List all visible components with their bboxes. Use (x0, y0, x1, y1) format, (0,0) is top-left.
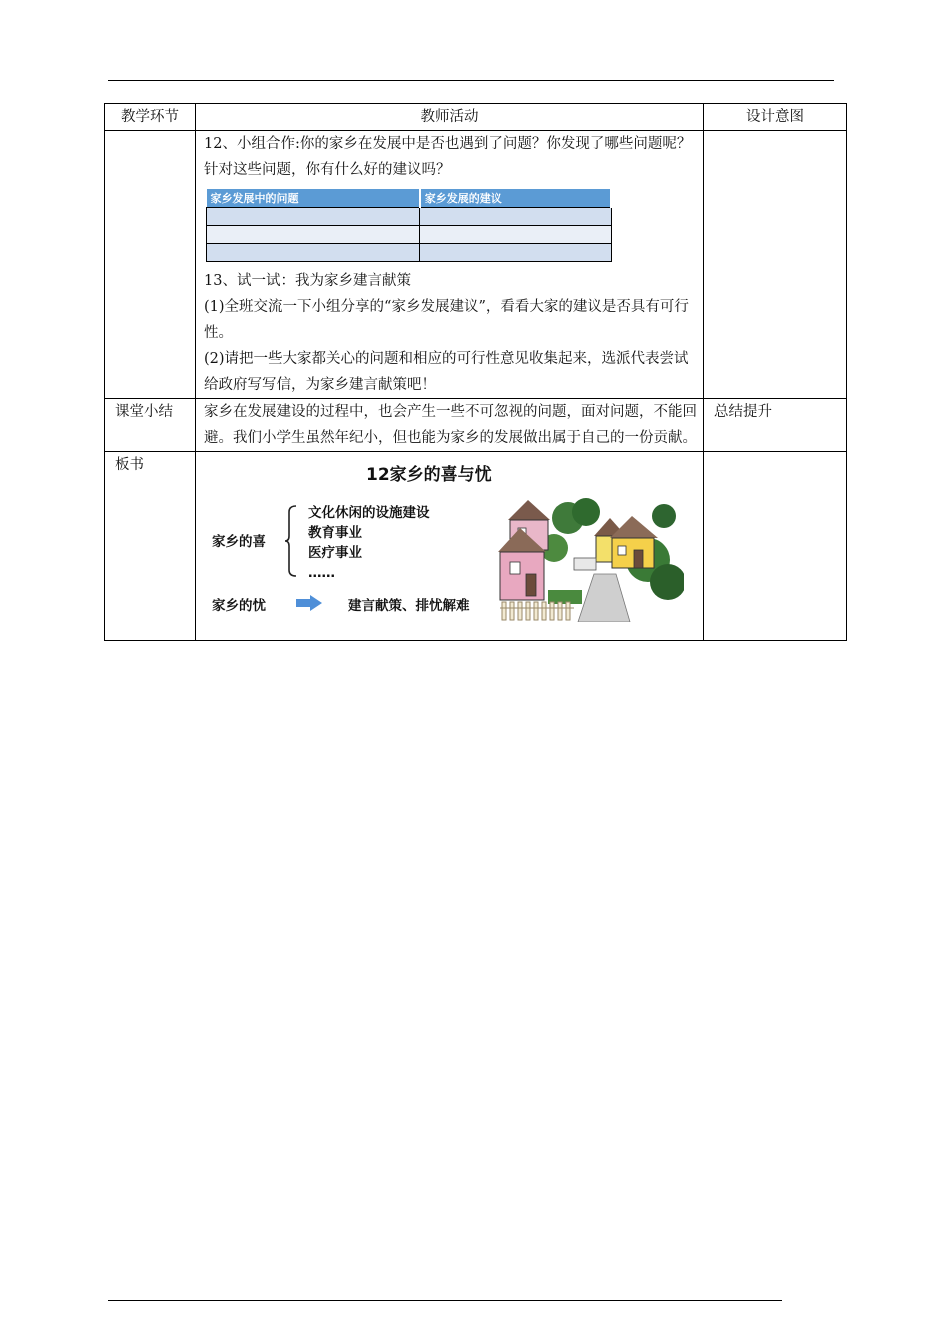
stage-cell: 板书 (105, 452, 196, 641)
mini-header-problem: 家乡发展中的问题 (207, 189, 420, 208)
joy-item: 文化休闲的设施建设 (308, 505, 430, 521)
joy-item: 教育事业 (308, 525, 362, 541)
table-row (105, 131, 847, 399)
header-activity: 教师活动 (196, 104, 704, 131)
stage-cell: 课堂小结 (105, 399, 196, 452)
mini-row (207, 244, 612, 262)
stage-cell (105, 131, 196, 399)
worry-label: 家乡的忧 (212, 598, 266, 614)
activity-paragraph: 12、小组合作:你的家乡在发展中是否也遇到了问题？你发现了哪些问题呢？针对这些问题，你有什么好的建议吗？ (204, 136, 692, 178)
activity-cell (196, 131, 704, 399)
header-intent: 设计意图 (704, 104, 847, 131)
problem-suggestion-table (206, 189, 612, 262)
intent-cell (704, 131, 847, 399)
blackboard-design (196, 452, 703, 640)
intent-cell (704, 452, 847, 641)
board-title: 12家乡的喜与忧 (366, 465, 492, 485)
mini-header-suggestion: 家乡发展的建议 (420, 189, 611, 208)
right-arrow-icon (296, 595, 322, 611)
intent-cell: 总结提升 (704, 399, 847, 452)
activity-paragraph: (2)请把一些大家都关心的问题和相应的可行性意见收集起来，选派代表尝试给政府写写信，为家乡建言献策吧！ (204, 351, 689, 393)
mini-row (207, 226, 612, 244)
brace-icon (284, 504, 298, 578)
activity-paragraph: 13、试一试：我为家乡建言献策 (204, 273, 411, 289)
board-cell (196, 452, 704, 641)
header-rule (108, 80, 834, 81)
footer-rule (108, 1300, 782, 1301)
table-row (105, 399, 847, 452)
table-row (105, 452, 847, 641)
header-stage: 教学环节 (105, 104, 196, 131)
lesson-plan-table (104, 103, 847, 641)
activity-paragraph: (1)全班交流一下小组分享的“家乡发展建议”，看看大家的建议是否具有可行性。 (204, 299, 689, 341)
activity-cell: 家乡在发展建设的过程中，也会产生一些不可忽视的问题，面对问题，不能回避。我们小学生虽然年纪小，但也能为家乡的发展做出属于自己的一份贡献。 (196, 399, 704, 452)
mini-row (207, 208, 612, 226)
worry-result: 建言献策、排忧解难 (348, 598, 470, 614)
joy-item: 医疗事业 (308, 545, 362, 561)
table-header-row (105, 104, 847, 131)
joy-item: …… (308, 565, 335, 581)
joy-label: 家乡的喜 (212, 534, 266, 550)
houses-illustration-icon (498, 490, 684, 622)
